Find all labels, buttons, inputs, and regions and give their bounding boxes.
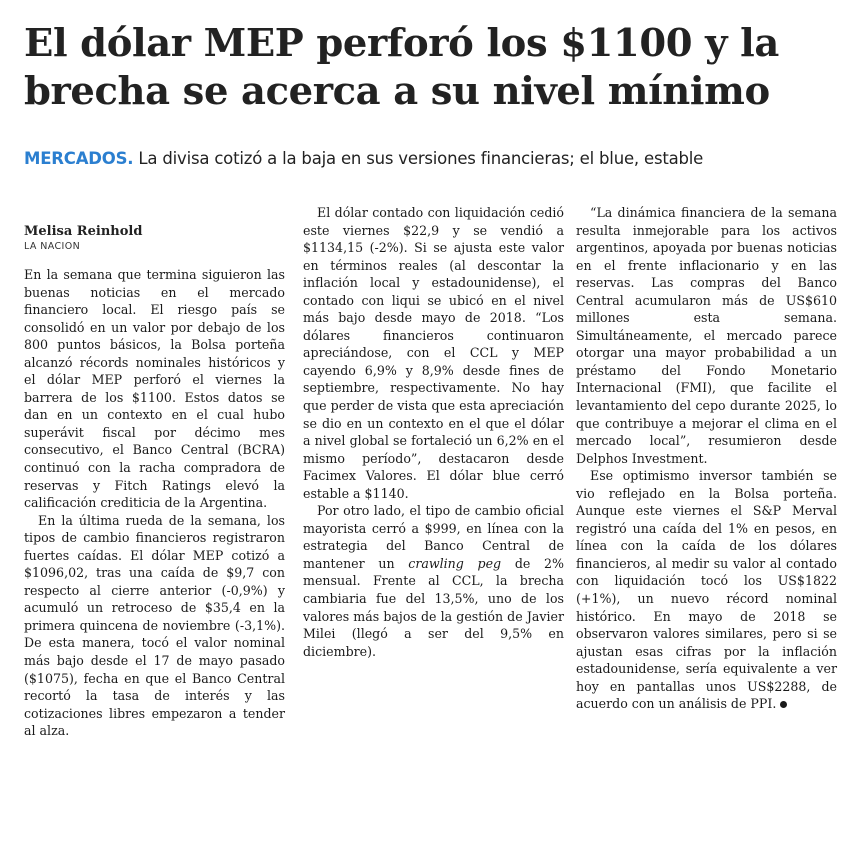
headline-line-2: brecha se acerca a su nivel mínimo xyxy=(24,69,770,114)
crawling-peg-term: crawling peg xyxy=(408,555,502,571)
paragraph-3: El dólar contado con liquidación cedió este viernes $22,9 y se vendió a $1134,15 (-2%). Si se ajusta este valor en términos reales (al descontar la inflación local y estadounidense), el contado con liqui se ubicó en el nivel más bajo desde mayo de 2018. “Los dólares financieros continuaron apreciándose, con el CCL y MEP cayendo 6,9% y 8,9% desde fines de septiembre, respectivamente. No hay que perder de vista que esta apreciación se dio en un contexto en el que el dólar a nivel global se fortaleció un 6,2% en el mismo período”, destacaron desde Facimex Valores. El dólar blue cerró estable a $1140. xyxy=(303,205,564,501)
deck-text: La divisa cotizó a la baja en sus versiones financieras; el blue, estable xyxy=(138,149,704,168)
paragraph-5: “La dinámica financiera de la semana resulta inmejorable para los activos argentinos, apoyada por buenas noticias en el frente inflacionario y en las reservas. Las compras del Banco Central acumularon más de US$610 millones esta semana. Simultáneamente, el mercado parece otorgar una mayor probabilidad a un préstamo del Fondo Monetario Internacional (FMI), que facilite el levantamiento del cepo durante 2025, lo que contribuye a mejorar el clima en el mercado local”, resumieron desde Delphos Investment. xyxy=(576,205,837,466)
article-column-2 xyxy=(303,204,564,660)
byline-outlet: LA NACION xyxy=(24,241,81,252)
paragraph-6-text: Ese optimismo inversor también se vio reflejado en la Bolsa porteña. Aunque este viernes el S&P Merval registró una caída del 1% en pesos, en línea con la caída de los dólares financieros, al medir su valor al contado con liquidación tocó los US$1822 (+1%), un nuevo récord nominal histórico. En mayo de 2018 se observaron valores similares, pero si se ajustan esas cifras por la inflación estadounidense, sería equivalente a ver hoy en pantallas unos US$2288, de acuerdo con un análisis de PPI. xyxy=(576,468,837,712)
end-of-article-bullet-icon xyxy=(780,701,787,708)
article-column-1 xyxy=(24,224,285,740)
paragraph-6 xyxy=(576,467,837,713)
byline-author: Melisa Reinhold xyxy=(24,224,143,239)
paragraph-4-part-2: de 2% mensual. Frente al CCL, la brecha cambiaria fue del 13,5%, uno de los valores más bajos de la gestión de Javier Milei (llegó a ser del 9,5% en diciembre). xyxy=(303,555,564,659)
headline xyxy=(24,20,834,116)
paragraph-4-part-1: Por otro lado, el tipo de cambio oficial mayorista cerró a $999, en línea con la estrategia del Banco Central de mantener un xyxy=(303,503,564,571)
deck xyxy=(24,147,839,171)
paragraph-1: En la semana que termina siguieron las buenas noticias en el mercado financiero local. El riesgo país se consolidó en un valor por debajo de los 800 puntos básicos, la Bolsa porteña alcanzó récords nominales históricos y el dólar MEP perforó el viernes la barrera de los $1100. Estos datos se dan en un contexto en el cual hubo superávit fiscal por décimo mes consecutivo, el Banco Central (BCRA) continuó con la racha compradora de reservas y Fitch Ratings elevó la calificación crediticia de la Argentina. xyxy=(24,267,285,511)
article-column-3 xyxy=(576,204,837,713)
paragraph-4 xyxy=(303,502,564,660)
headline-line-1: El dólar MEP perforó los $1100 y la xyxy=(24,21,779,66)
section-label[interactable]: MERCADOS. xyxy=(24,149,134,168)
paragraph-2: En la última rueda de la semana, los tipos de cambio financieros registraron fuertes caídas. El dólar MEP cotizó a $1096,02, tras una caída de $9,7 con respecto al cierre anterior (-0,9%) y acumuló un retroceso de $35,4 en la primera quincena de noviembre (-3,1%). De esta manera, tocó el valor nominal más bajo desde el 17 de mayo pasado ($1075), fecha en que el Banco Central recortó la tasa de interés y las cotizaciones libres empezaron a tender al alza. xyxy=(24,512,285,739)
